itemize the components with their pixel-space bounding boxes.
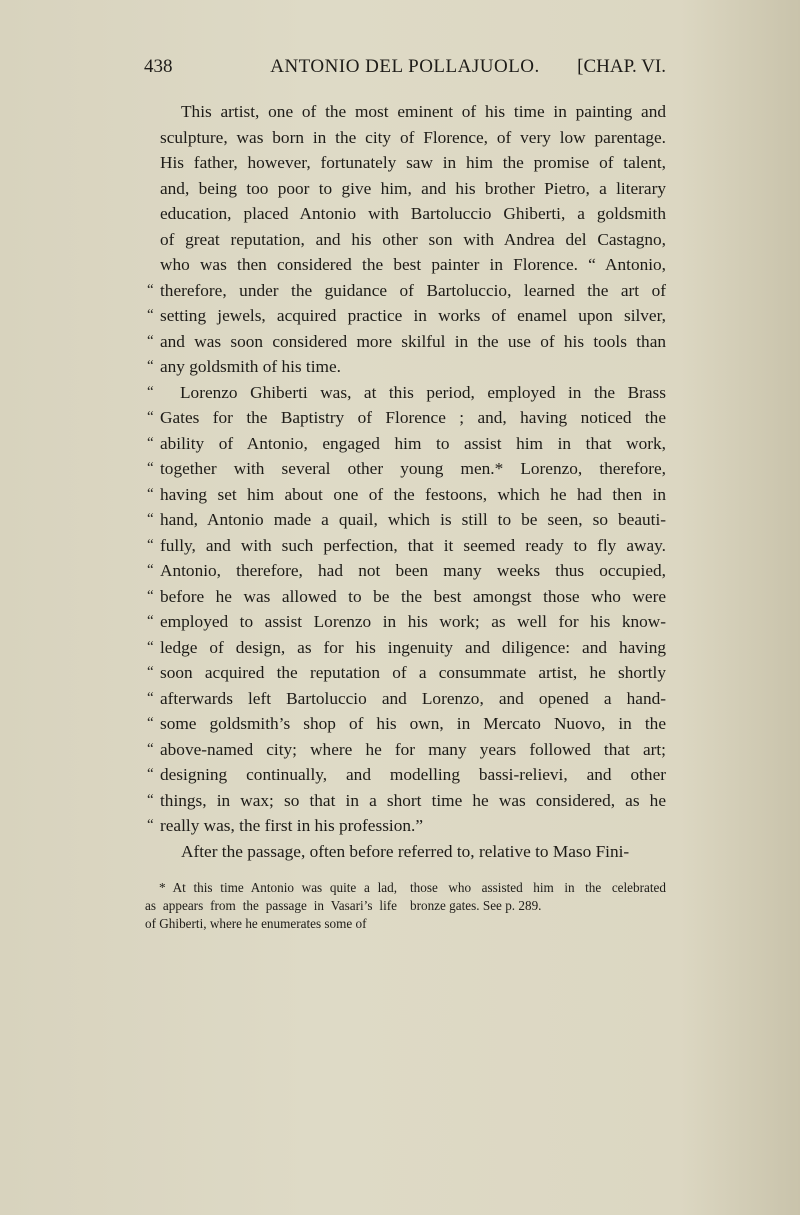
quote-mark: “ bbox=[147, 307, 154, 323]
text-line bbox=[147, 354, 666, 380]
text-line bbox=[147, 609, 666, 635]
footnote-line: * At this time Antonio was quite a lad, bbox=[159, 880, 397, 895]
quote-mark: “ bbox=[147, 485, 154, 502]
text-line bbox=[147, 711, 666, 737]
text-line bbox=[147, 278, 666, 304]
quote-mark: “ bbox=[147, 791, 154, 808]
quote-mark: “ bbox=[147, 511, 154, 527]
text-line bbox=[160, 201, 666, 227]
text-line bbox=[147, 533, 666, 559]
quote-mark: “ bbox=[147, 383, 154, 400]
line-text: and, being too poor to give him, and his brother Pietro, a literary bbox=[160, 178, 666, 198]
line-text: Gates for the Baptistry of Florence ; and, having noticed the bbox=[160, 408, 666, 427]
line-text: Antonio, therefore, had not been many weeks thus occupied, bbox=[160, 561, 666, 580]
quote-mark: “ bbox=[147, 587, 154, 604]
line-text: really was, the first in his profession.” bbox=[160, 816, 423, 835]
text-line bbox=[160, 150, 666, 176]
running-title: ANTONIO DEL POLLAJUOLO. bbox=[270, 56, 540, 77]
line-text: fully, and with such perfection, that it seemed ready to fly away. bbox=[160, 535, 666, 555]
line-text: afterwards left Bartoluccio and Lorenzo, and opened a hand- bbox=[160, 688, 666, 708]
quote-mark: “ bbox=[147, 332, 154, 349]
line-text: employed to assist Lorenzo in his work; as well for his know- bbox=[160, 612, 666, 631]
line-text: Lorenzo Ghiberti was, at this period, employed in the Brass bbox=[180, 382, 666, 402]
footnote-line: of Ghiberti, where he enumerates some of bbox=[145, 916, 367, 931]
footnote-column-left bbox=[145, 879, 397, 933]
line-text: who was then considered the best painter in Florence. “ Antonio, bbox=[160, 255, 666, 274]
quote-mark: “ bbox=[147, 434, 154, 451]
text-line bbox=[147, 456, 666, 482]
quote-mark: “ bbox=[147, 536, 154, 553]
text-line bbox=[147, 380, 666, 406]
line-text: hand, Antonio made a quail, which is still to be seen, so beauti- bbox=[160, 510, 666, 529]
line-text: any goldsmith of his time. bbox=[160, 357, 341, 376]
quote-mark: “ bbox=[147, 409, 154, 425]
text-line bbox=[160, 125, 666, 151]
text-line bbox=[147, 405, 666, 431]
text-line bbox=[160, 227, 666, 253]
line-text: After the passage, often before referred to, relative to Maso Fini- bbox=[181, 841, 630, 861]
line-text: setting jewels, acquired practice in works of enamel upon silver, bbox=[160, 306, 666, 325]
body-text bbox=[147, 99, 666, 864]
line-text: some goldsmith’s shop of his own, in Mercato Nuovo, in the bbox=[160, 714, 666, 733]
line-text: things, in wax; so that in a short time he was considered, as he bbox=[160, 790, 666, 810]
footnote-column-right bbox=[410, 879, 666, 915]
line-text: This artist, one of the most eminent of his time in painting and bbox=[181, 102, 666, 121]
line-text: sculpture, was born in the city of Florence, of very low parentage. bbox=[160, 127, 666, 147]
text-line bbox=[147, 584, 666, 610]
page-number: 438 bbox=[144, 56, 173, 77]
text-line bbox=[147, 329, 666, 355]
quote-mark: “ bbox=[147, 358, 154, 374]
text-line bbox=[147, 813, 666, 839]
quote-mark: “ bbox=[147, 613, 154, 629]
footnote-line: those who assisted him in the celebrated bbox=[410, 880, 666, 895]
line-text: together with several other young men.* Lorenzo, therefore, bbox=[160, 459, 666, 478]
footnote-line: as appears from the passage in Vasari’s life bbox=[145, 898, 397, 913]
text-line bbox=[147, 482, 666, 508]
text-line bbox=[160, 839, 666, 865]
line-text: therefore, under the guidance of Bartoluccio, learned the art of bbox=[160, 280, 666, 300]
text-line bbox=[147, 788, 666, 814]
line-text: designing continually, and modelling bassi-relievi, and other bbox=[160, 765, 666, 784]
line-text: His father, however, fortunately saw in him the promise of talent, bbox=[160, 153, 666, 172]
line-text: and was soon considered more skilful in the use of his tools than bbox=[160, 331, 666, 351]
quote-mark: “ bbox=[147, 638, 154, 655]
text-line bbox=[147, 660, 666, 686]
quote-mark: “ bbox=[147, 715, 154, 731]
line-text: above-named city; where he for many years followed that art; bbox=[160, 739, 666, 759]
quote-mark: “ bbox=[147, 562, 154, 578]
text-line bbox=[147, 635, 666, 661]
text-line bbox=[147, 762, 666, 788]
line-text: ledge of design, as for his ingenuity and diligence: and having bbox=[160, 637, 666, 657]
text-line bbox=[147, 558, 666, 584]
text-line bbox=[147, 507, 666, 533]
text-line bbox=[147, 303, 666, 329]
quote-mark: “ bbox=[147, 460, 154, 476]
text-line bbox=[160, 176, 666, 202]
line-text: having set him about one of the festoons, which he had then in bbox=[160, 484, 666, 504]
line-text: soon acquired the reputation of a consummate artist, he shortly bbox=[160, 663, 666, 682]
text-line bbox=[160, 99, 666, 125]
quote-mark: “ bbox=[147, 740, 154, 757]
quote-mark: “ bbox=[147, 689, 154, 706]
text-line bbox=[147, 686, 666, 712]
running-header bbox=[144, 56, 666, 82]
quote-mark: “ bbox=[147, 817, 154, 833]
quote-mark: “ bbox=[147, 664, 154, 680]
footnote-line: bronze gates. See p. 289. bbox=[410, 898, 542, 913]
quote-mark: “ bbox=[147, 281, 154, 298]
chapter-label: [CHAP. VI. bbox=[577, 56, 666, 77]
text-line bbox=[147, 737, 666, 763]
text-line bbox=[147, 431, 666, 457]
line-text: before he was allowed to be the best amongst those who were bbox=[160, 586, 666, 606]
line-text: of great reputation, and his other son with Andrea del Castagno, bbox=[160, 229, 666, 249]
quote-mark: “ bbox=[147, 766, 154, 782]
text-line bbox=[160, 252, 666, 278]
line-text: education, placed Antonio with Bartoluccio Ghiberti, a goldsmith bbox=[160, 204, 666, 223]
line-text: ability of Antonio, engaged him to assist him in that work, bbox=[160, 433, 666, 453]
